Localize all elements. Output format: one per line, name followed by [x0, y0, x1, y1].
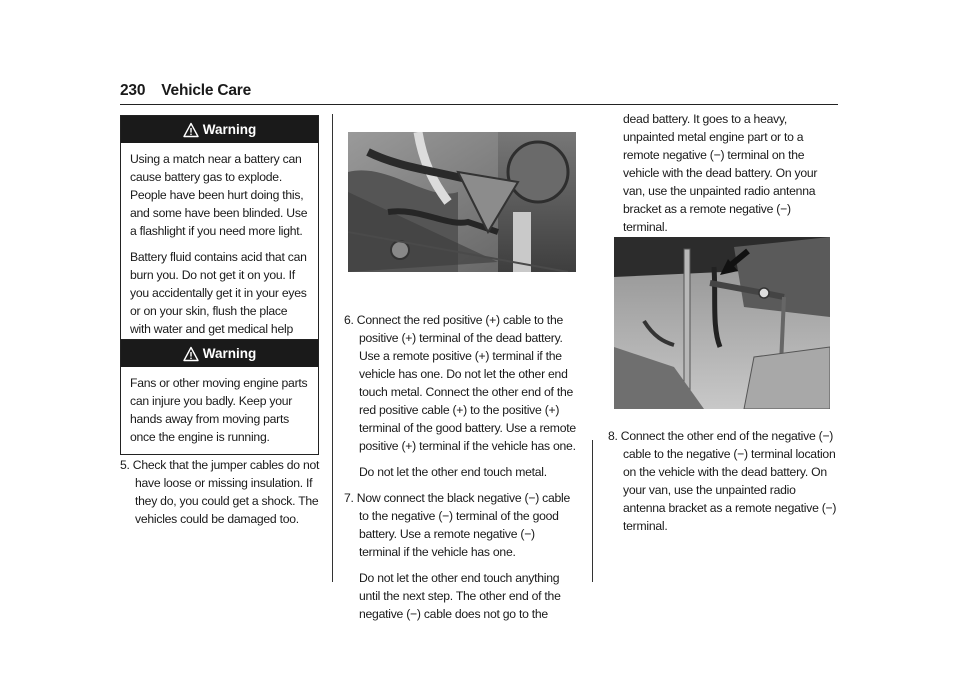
- warning-box-2: [120, 339, 319, 455]
- step-8: [608, 427, 840, 535]
- step-5: [120, 456, 322, 528]
- warning-box-1: [120, 115, 319, 365]
- warning-title: Warning: [202, 122, 257, 137]
- step-6-note: Do not let the other end touch metal.: [359, 465, 547, 479]
- warning-header: [121, 116, 318, 143]
- warning-triangle-icon: [183, 122, 199, 138]
- step-6-text: 6. Connect the red positive (+) cable to the positive (+) terminal of the dead battery. Use a remote positive (+) terminal if the vehicle has one. Do not let the other end touch metal. Connect the other end of the red positive cable (+) to the positive (+) terminal of the good battery. Use a remote positive (+) terminal if the vehicle has one.: [344, 313, 576, 453]
- warning-triangle-icon: [183, 346, 199, 362]
- column-divider-2: [592, 440, 593, 582]
- warning-title: Warning: [202, 346, 257, 361]
- warning-header: [121, 340, 318, 367]
- step-5-text: 5. Check that the jumper cables do not have loose or missing insulation. If they do, you could get a shock. The vehicles could be damaged too.: [120, 458, 320, 526]
- step-7-note: Do not let the other end touch anything until the next step. The other end of the negative (−) cable does not go to the: [359, 571, 561, 621]
- engine-compartment-photo: [348, 132, 576, 272]
- step-7-text: 7. Now connect the black negative (−) cable to the negative (−) terminal of the good battery. Use a remote negative (−) terminal if the vehicle has one.: [344, 491, 571, 559]
- antenna-bracket-photo: [614, 237, 830, 409]
- warning-paragraph: Using a match near a battery can cause battery gas to explode. People have been hurt doing this, and some have been blinded. Use a flashlight if you need more light.: [130, 152, 308, 238]
- running-header: [120, 82, 251, 100]
- warning-body: [121, 367, 318, 454]
- header-rule: [120, 104, 838, 105]
- step-8-text: 8. Connect the other end of the negative (−) cable to the negative (−) terminal location on the vehicle with the dead battery. On your van, use the unpainted radio antenna bracket as a remote negative (−) terminal.: [608, 429, 837, 533]
- warning-paragraph: Battery fluid contains acid that can burn you. Do not get it on you. If you accidentally get it in your eyes or on your skin, flush the place with water and get medical help: [130, 250, 307, 336]
- step-7-continued-text: dead battery. It goes to a heavy, unpainted metal engine part or to a remote negative (−) terminal on the vehicle with the dead battery. On your van, use the unpainted radio antenna bracket as a remote negative (−) terminal.: [623, 112, 818, 234]
- page-number: 230: [120, 82, 146, 99]
- step-6: [344, 311, 576, 623]
- warning-body: [121, 143, 318, 364]
- section-title: Vehicle Care: [161, 82, 252, 99]
- column-divider-1: [332, 114, 333, 582]
- warning-paragraph: Fans or other moving engine parts can injure you badly. Keep your hands away from moving parts once the engine is running.: [130, 376, 308, 444]
- step-7-continued: [608, 110, 834, 236]
